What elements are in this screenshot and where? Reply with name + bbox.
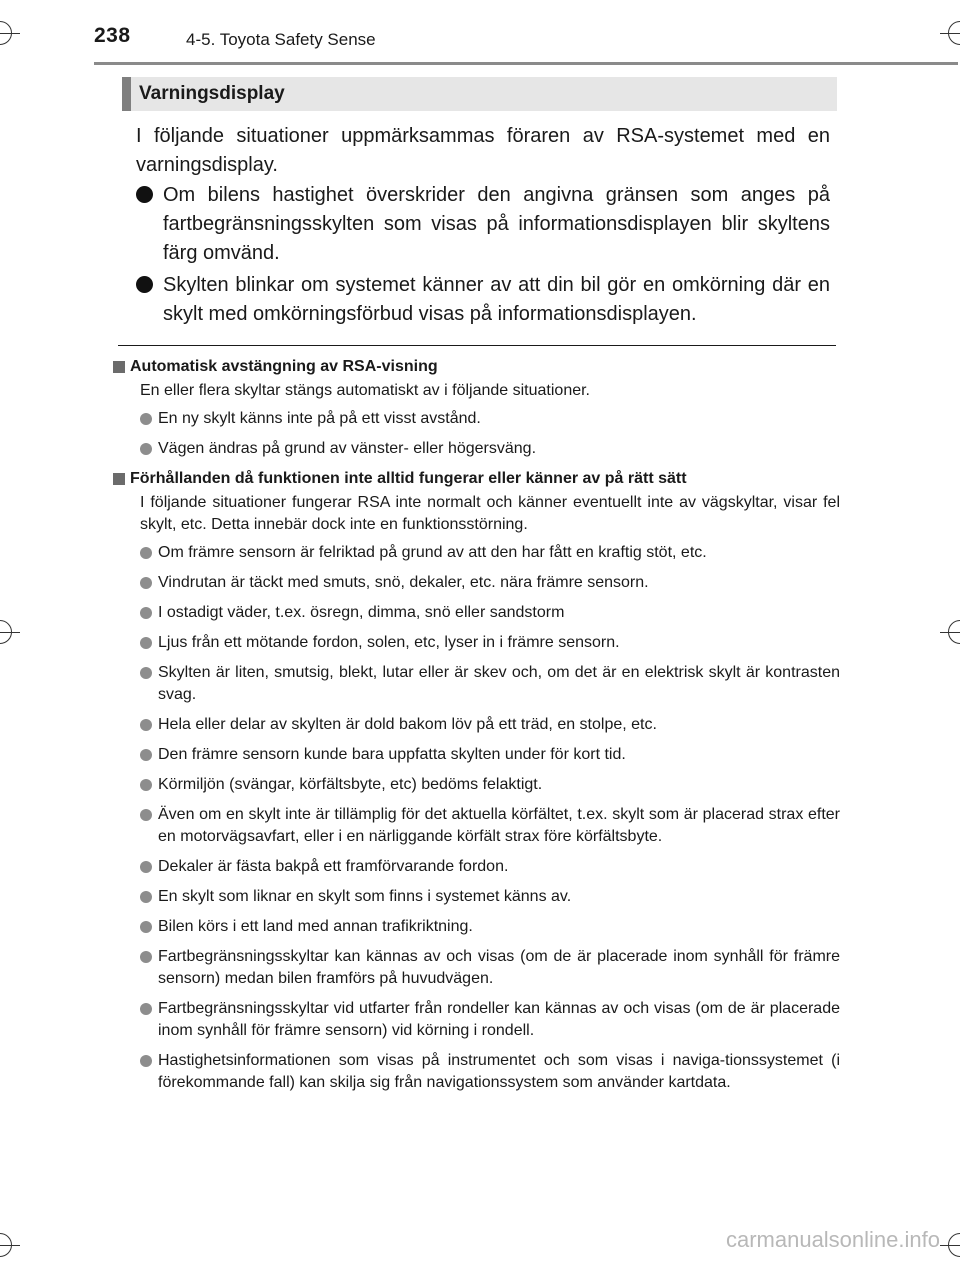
bullet-dot-icon	[140, 779, 152, 791]
note-item: Skylten är liten, smutsig, blekt, lutar eller är skev och, om det är en elektrisk skylt är kontrasten svag.	[112, 662, 840, 706]
note-item: Den främre sensorn kunde bara uppfatta skylten under för kort tid.	[112, 744, 840, 766]
note-block	[112, 468, 840, 1094]
bullet-dot-icon	[140, 719, 152, 731]
note-text: I följande situationer fungerar RSA inte normalt och känner eventuellt inte av vägskyltar, visar fel skylt, etc. Detta innebär dock inte en funktionsstörning.	[140, 494, 840, 533]
note-item: Om främre sensorn är felriktad på grund av att den har fått en kraftig stöt, etc.	[112, 542, 840, 564]
note-heading: Förhållanden då funktionen inte alltid fungerar eller känner av på rätt sätt	[112, 468, 840, 490]
section-divider	[118, 345, 836, 346]
bullet-dot-icon	[136, 186, 153, 203]
note-text: En eller flera skyltar stängs automatiskt av i följande situationer.	[140, 382, 590, 399]
note-item: En skylt som liknar en skylt som finns i systemet känns av.	[112, 886, 840, 908]
bullet-dot-icon	[140, 809, 152, 821]
note-item: Även om en skylt inte är tillämplig för det aktuella körfältet, t.ex. skylt som är placerad strax efter en motorvägsavfart, eller i en närliggande körfält strax före körfältsbyte.	[112, 804, 840, 848]
section-bullet: Om bilens hastighet överskrider den angivna gränsen som anges på fartbegränsningsskylten som visas på informationsdisplayen blir skyltens färg omvänd.	[136, 181, 830, 268]
note-item: Vindrutan är täckt med smuts, snö, dekaler, etc. nära främre sensorn.	[112, 572, 840, 594]
bullet-dot-icon	[140, 667, 152, 679]
note-item: En ny skylt känns inte på på ett visst avstånd.	[112, 408, 840, 430]
section-title-bar	[122, 77, 837, 111]
header-rule	[94, 62, 958, 65]
note-list	[112, 408, 840, 460]
bullet-dot-icon	[140, 1003, 152, 1015]
watermark-link[interactable]: carmanualsonline.info	[725, 1227, 940, 1252]
square-bullet-icon	[113, 361, 125, 373]
bullet-dot-icon	[140, 577, 152, 589]
bullet-dot-icon	[140, 861, 152, 873]
note-item: Vägen ändras på grund av vänster- eller högersväng.	[112, 438, 840, 460]
note-item: Dekaler är fästa bakpå ett framförvarande fordon.	[112, 856, 840, 878]
bullet-dot-icon	[140, 749, 152, 761]
bullet-dot-icon	[140, 413, 152, 425]
note-list	[112, 542, 840, 1094]
note-item: Fartbegränsningsskyltar vid utfarter från rondeller kan kännas av och visas (om de är placerade inom synhåll för främre sensorn) vid körning i rondell.	[112, 998, 840, 1042]
crop-mark	[0, 21, 12, 45]
bullet-dot-icon	[140, 891, 152, 903]
crop-mark	[948, 1233, 960, 1257]
section-intro: I följande situationer uppmärksammas föraren av RSA-systemet med en varningsdisplay.	[136, 125, 830, 176]
note-item: Ljus från ett mötande fordon, solen, etc, lyser in i främre sensorn.	[112, 632, 840, 654]
crop-mark	[0, 1233, 12, 1257]
crop-mark	[948, 620, 960, 644]
section-title: Varningsdisplay	[139, 83, 285, 104]
bullet-dot-icon	[140, 637, 152, 649]
bullet-dot-icon	[136, 276, 153, 293]
bullet-dot-icon	[140, 921, 152, 933]
note-item: Bilen körs i ett land med annan trafikriktning.	[112, 916, 840, 938]
bullet-dot-icon	[140, 443, 152, 455]
bullet-dot-icon	[140, 547, 152, 559]
section-bullet-list	[136, 181, 830, 332]
note-item: Hela eller delar av skylten är dold bakom löv på ett träd, en stolpe, etc.	[112, 714, 840, 736]
note-item: I ostadigt väder, t.ex. ösregn, dimma, snö eller sandstorm	[112, 602, 840, 624]
crop-mark	[948, 21, 960, 45]
note-item: Hastighetsinformationen som visas på instrumentet och som visas i naviga-tionssystemet (i förekommande fall) kan skilja sig från navigationssystem som använder kartdata.	[112, 1050, 840, 1094]
square-bullet-icon	[113, 473, 125, 485]
note-item: Fartbegränsningsskyltar kan kännas av och visas (om de är placerade inom synhåll för främre sensorn) medan bilen framförs på huvudvägen.	[112, 946, 840, 990]
page-number: 238	[94, 24, 131, 47]
bullet-dot-icon	[140, 607, 152, 619]
note-item: Körmiljön (svängar, körfältsbyte, etc) bedöms felaktigt.	[112, 774, 840, 796]
bullet-dot-icon	[140, 951, 152, 963]
notes-area	[112, 356, 840, 1102]
crop-mark	[0, 620, 12, 644]
section-bullet: Skylten blinkar om systemet känner av att din bil gör en omkörning där en skylt med omkörningsförbud visas på informationsdisplayen.	[136, 271, 830, 329]
bullet-dot-icon	[140, 1055, 152, 1067]
running-head: 4-5. Toyota Safety Sense	[186, 30, 376, 49]
note-block	[112, 356, 840, 460]
note-heading: Automatisk avstängning av RSA-visning	[112, 356, 840, 378]
